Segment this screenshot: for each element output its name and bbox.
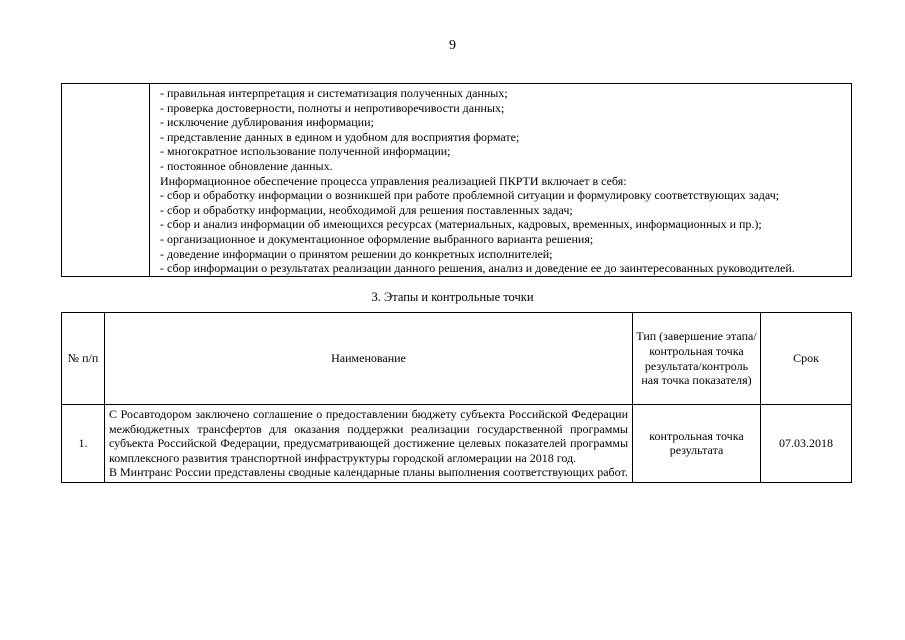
info-list-cell [150, 84, 852, 277]
list-item: - сбор и обработку информации, необходимой для решения поставленных задач; [160, 202, 573, 217]
list-item: - сбор и анализ информации об имеющихся ресурсах (материальных, кадровых, временных, информационных и пр.); [160, 217, 762, 232]
list-item: - проверка достоверности, полноты и непротиворечивости данных; [160, 100, 505, 115]
page-number: 9 [449, 38, 456, 53]
row-name [105, 405, 633, 483]
list-item: - организационное и документационное оформление выбранного варианта решения; [160, 231, 594, 246]
list-item: - сбор и обработку информации о возникшей при работе проблемной ситуации и формулировку соответствующих задач; [160, 188, 780, 203]
header-type: Тип (завершение этапа/контрольная точка результата/контроль ная точка показателя) [633, 313, 761, 405]
list-item: - представление данных в едином и удобном для восприятия формате; [160, 129, 520, 144]
row-name-paragraph: В Минтранс России представлены сводные календарные планы выполнения соответствующих работ. [109, 465, 628, 480]
header-deadline: Срок [761, 313, 852, 405]
list-item: - доведение информации о принятом решении до конкретных исполнителей; [160, 246, 553, 261]
row-type: контрольная точка результата [633, 405, 761, 483]
list-item: - постоянное обновление данных. [160, 158, 333, 173]
list-item: - многократное использование полученной информации; [160, 144, 451, 159]
row-number: 1. [62, 405, 105, 483]
list-item: - сбор информации о результатах реализации данного решения, анализ и доведение ее до заинтересованных руководителей. [160, 261, 795, 276]
list-item: - правильная интерпретация и систематизация полученных данных; [160, 86, 508, 100]
header-number: № п/п [62, 313, 105, 405]
row-deadline: 07.03.2018 [761, 405, 852, 483]
list-intro: Информационное обеспечение процесса управления реализацией ПКРТИ включает в себя: [160, 173, 627, 188]
section-title: 3. Этапы и контрольные точки [371, 290, 534, 304]
row-name-paragraph: С Росавтодором заключено соглашение о предоставлении бюджету субъекта Российской Федерации межбюджетных трансфертов для оказания поддержки реализации государственной программы субъекта Российской Федерации, предусматривающей достижение целевых показателей программы комплексного развития транспортной инфраструктуры городской агломерации на 2018 год. [109, 407, 628, 465]
empty-cell [62, 84, 150, 277]
stages-table [61, 312, 852, 483]
list-item: - исключение дублирования информации; [160, 115, 374, 130]
table-row [62, 405, 852, 483]
info-continuation-table [61, 83, 852, 277]
header-name: Наименование [105, 313, 633, 405]
